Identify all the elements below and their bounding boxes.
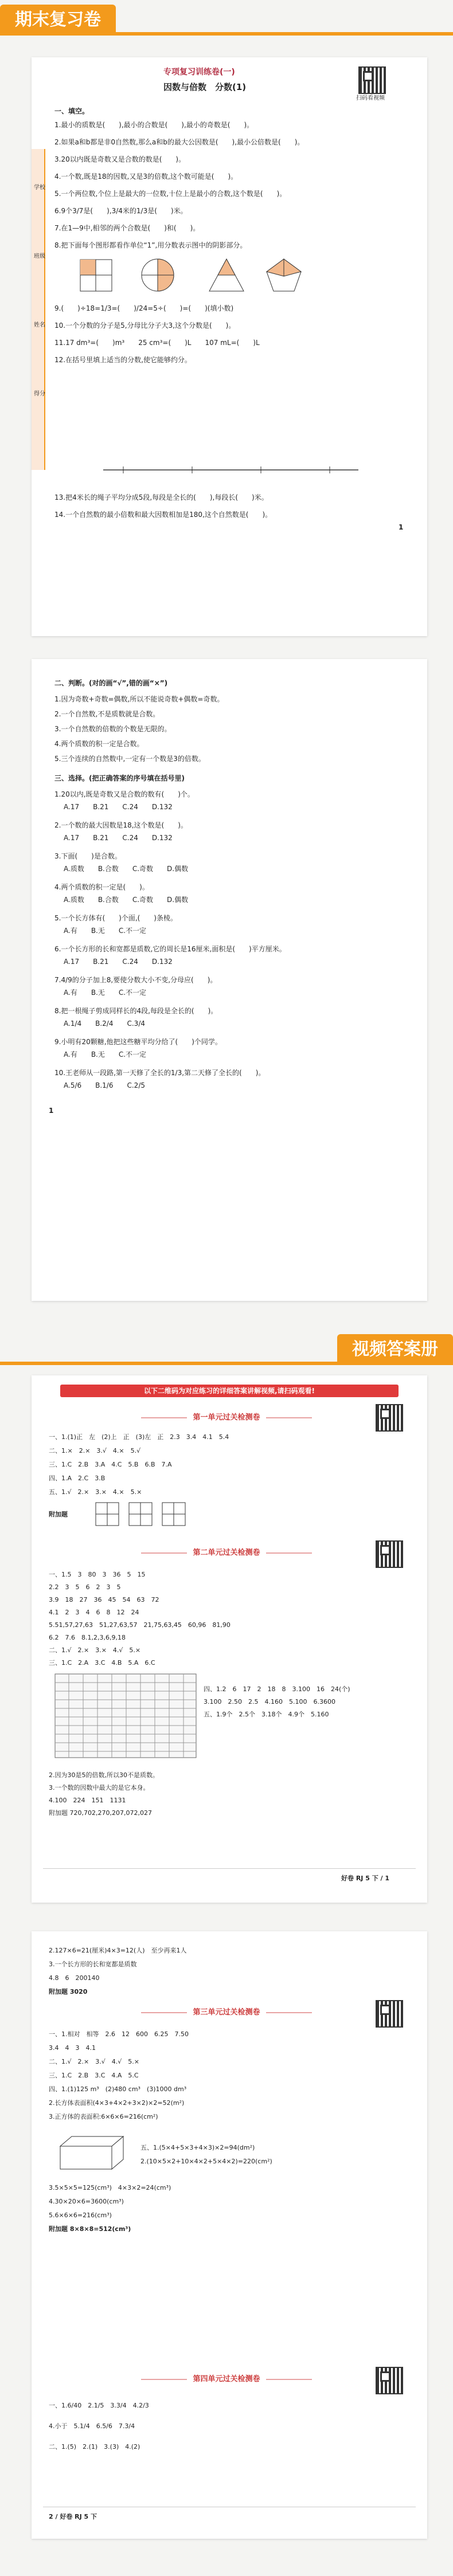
answer-page-2 — [32, 1931, 427, 2539]
choice-3: 3.下面( )是合数。 — [54, 852, 122, 860]
exam-page-1 — [32, 57, 427, 636]
choice-9-opt: A.有 B.无 C.不一定 — [64, 1050, 147, 1058]
choice-4-opt: A.质数 B.合数 C.奇数 D.偶数 — [64, 896, 189, 904]
section-fill: 一、填空。 — [54, 107, 89, 115]
choice-10-opt: A.5/6 B.1/6 C.2/5 — [64, 1081, 145, 1089]
choice-3-opt: A.质数 B.合数 C.奇数 D.偶数 — [64, 865, 189, 873]
u3-line12: 5.6×6×6=216(cm³) — [49, 2212, 112, 2219]
u3-line10: 3.5×5×5=125(cm³) 4×3×2=24(cm³) — [49, 2184, 171, 2191]
q7: 7.在1—9中,相邻的两个合数是( )和( )。 — [54, 224, 200, 232]
side-info-strip — [32, 149, 45, 470]
answer-footer-1: 好卷 RJ 5 下 / 1 — [341, 1875, 390, 1882]
u2-line7: 二、1.√ 2.× 3.× 4.√ 5.× — [49, 1646, 141, 1654]
u2-line5: 5.51,57,27,63 51,27,63,57 21,75,63,45 60,96 81,90 — [49, 1621, 231, 1629]
unit3-qr[interactable] — [376, 2000, 403, 2028]
answer-page-1 — [32, 1375, 427, 1903]
section-judge: 二、判断。(对的画“√”,错的画“×”) — [54, 679, 168, 687]
u3-line1: 一、1.相对 相等 2.6 12 600 6.25 7.50 — [49, 2030, 189, 2038]
fraction-shapes — [77, 257, 376, 297]
u1-line3: 三、1.C 2.B 3.A 4.C 5.B 6.B 7.A — [49, 1461, 172, 1468]
unit4-title: 第四单元过关检测卷 — [89, 2373, 364, 2383]
q2: 2.如果a和b都是非0自然数,那么a和b的最大公因数是( ),最小公倍数是( )。 — [54, 138, 304, 146]
unit2-qr[interactable] — [376, 1540, 403, 1568]
choice-6-opt: A.17 B.21 C.24 D.132 — [64, 958, 173, 966]
unit3-title: 第三单元过关检测卷 — [89, 2006, 364, 2017]
side-class: 班级 — [34, 253, 45, 260]
page2-number: 1 — [49, 1107, 54, 1115]
judge-2: 2.一个自然数,不是质数就是合数。 — [54, 710, 160, 718]
u2-line9: 四、1.2 6 17 2 18 8 3.100 16 24(个) — [204, 1685, 350, 1693]
u3-line4: 三、1.C 2.B 3.C 4.A 5.C — [49, 2072, 139, 2079]
banner-video-answers: 视频答案册 — [337, 1334, 453, 1365]
side-score: 得分 — [34, 391, 45, 397]
judge-3: 3.一个自然数的倍数的个数是无限的。 — [54, 725, 171, 733]
choice-5-opt: A.有 B.无 C.不一定 — [64, 927, 147, 935]
u4-line2: 4.小于 5.1/4 6.5/6 7.3/4 — [49, 2422, 135, 2430]
page1-header: 专项复习训练卷(一) — [163, 68, 235, 77]
top-banner — [0, 0, 453, 41]
choice-8: 8.把一根绳子剪成同样长的4段,每段是全长的( )。 — [54, 1007, 218, 1015]
u2-line15: 附加题 720,702,270,207,072,027 — [49, 1809, 152, 1817]
u2-number-table — [54, 1673, 198, 1759]
choice-7-opt: A.有 B.无 C.不一定 — [64, 989, 147, 997]
page1-number: 1 — [399, 523, 404, 531]
u2-line11: 五、1.9个 2.5个 3.18个 4.9个 5.160 — [204, 1711, 329, 1718]
answer-banner — [0, 1330, 453, 1371]
qr-label: 扫码看视频 — [356, 95, 385, 101]
u3-pre2: 3.一个长方形的长和宽都是质数 — [49, 1961, 137, 1968]
u1-line1: 一、1.(1)正 左 (2)上 正 (3)左 正 2.3 3.4 4.1 5.4 — [49, 1433, 229, 1441]
q14: 14.一个自然数的最小倍数和最大因数相加是180,这个自然数是( )。 — [54, 511, 272, 519]
q3: 3.20以内既是奇数又是合数的数是( )。 — [54, 155, 186, 163]
u2-line1: 一、1.5 3 80 3 36 5 15 — [49, 1571, 146, 1578]
u4-line3: 二、1.(5) 2.(1) 3.(3) 4.(2) — [49, 2443, 140, 2450]
u1-grid-figures — [95, 1501, 209, 1530]
choice-1-opt: A.17 B.21 C.24 D.132 — [64, 803, 173, 811]
u3-line6: 2.长方体表面积(4×3+4×2+3×2)×2=52(m²) — [49, 2099, 185, 2107]
u1-line2: 二、1.× 2.× 3.√ 4.× 5.√ — [49, 1447, 141, 1454]
choice-2-opt: A.17 B.21 C.24 D.132 — [64, 834, 173, 842]
q6: 6.9个3/7是( ),3/4米的1/3是( )米。 — [54, 207, 188, 215]
choice-5: 5.一个长方体有( )个面,( )条棱。 — [54, 914, 177, 922]
q9: 9.( )÷18=1/3=( )/24=5÷( )=( )(填小数) — [54, 304, 234, 312]
unit4-qr[interactable] — [376, 2367, 403, 2394]
u3-line9: 2.(10×5×2+10×4×2+5×4×2)=220(cm²) — [140, 2158, 272, 2165]
choice-4: 4.两个质数的积一定是( )。 — [54, 883, 149, 891]
u2-line8: 三、1.C 2.A 3.C 4.B 5.A 6.C — [49, 1659, 155, 1667]
q4: 4.一个数,既是18的因数,又是3的倍数,这个数可能是( )。 — [54, 172, 238, 181]
choice-2: 2.一个数的最大因数是18,这个数是( )。 — [54, 821, 188, 829]
choice-6: 6.一个长方形的长和宽都是质数,它的周长是16厘米,面积是( )平方厘米。 — [54, 945, 286, 953]
u3-line8: 五、1.(5×4+5×3+4×3)×2=94(dm²) — [140, 2144, 255, 2151]
choice-1: 1.20以内,既是奇数又是合数的数有( )个。 — [54, 790, 194, 798]
number-line — [100, 458, 364, 481]
unit1-qr[interactable] — [376, 1404, 403, 1432]
u2-line3: 3.9 18 27 36 45 54 63 72 — [49, 1596, 159, 1603]
u2-line12: 2.因为30是5的倍数,所以30不是质数。 — [49, 1771, 159, 1779]
u2-line10: 3.100 2.50 2.5 4.160 5.100 6.3600 — [204, 1698, 335, 1705]
q11: 11.17 dm³=( )m³ 25 cm³=( )L 107 mL=( )L — [54, 339, 260, 347]
u4-line1: 一、1.6/40 2.1/5 3.3/4 4.2/3 — [49, 2402, 149, 2409]
u1-line4: 四、1.A 2.C 3.B — [49, 1475, 106, 1482]
u3-line3: 二、1.√ 2.× 3.√ 4.√ 5.× — [49, 2058, 139, 2065]
choice-10: 10.王老师从一段路,第一天修了全长的1/3,第二天修了全长的( )。 — [54, 1069, 265, 1077]
banner-final-review: 期末复习卷 — [0, 5, 116, 36]
u3-line5: 四、1.(1)125 m³ (2)480 cm³ (3)1000 dm³ — [49, 2085, 187, 2093]
u2-line2: 2.2 3 5 6 2 3 5 — [49, 1583, 121, 1591]
u1-line5: 五、1.√ 2.× 3.× 4.× 5.× — [49, 1488, 142, 1496]
answer-notice: 以下二维码为对应练习的详细答案讲解视频,请扫码观看! — [60, 1385, 399, 1397]
u2-line13: 3.一个数的因数中最大的是它本身。 — [49, 1784, 150, 1791]
judge-4: 4.两个质数的积一定是合数。 — [54, 740, 144, 748]
side-name: 姓名 — [34, 322, 45, 328]
q1: 1.最小的质数是( ),最小的合数是( ),最小的奇数是( )。 — [54, 121, 254, 129]
u2-line6: 6.2 7.6 8.1,2,3,6,9,18 — [49, 1634, 126, 1641]
q10: 10.一个分数的分子是5,分母比分子大3,这个分数是( )。 — [54, 321, 236, 330]
choice-7: 7.4/9的分子加上8,要使分数大小不变,分母应( )。 — [54, 976, 217, 984]
q5: 5.一个两位数,个位上是最大的一位数,十位上是最小的合数,这个数是( )。 — [54, 190, 287, 198]
q12: 12.在括号里填上适当的分数,使它能够约分。 — [54, 356, 192, 364]
unit2-title: 第二单元过关检测卷 — [89, 1546, 364, 1557]
u3-line2: 3.4 4 3 4.1 — [49, 2044, 96, 2052]
u3-pre4: 附加题 3020 — [49, 1988, 88, 1995]
u3-pre1: 2.127×6=21(厘米)4×3=12(人) 至少再来1人 — [49, 1947, 187, 1954]
judge-1: 1.因为奇数+奇数=偶数,所以不能说奇数+偶数=奇数。 — [54, 695, 224, 703]
u3-cuboid-figure — [54, 2132, 129, 2172]
u1-extra-label: 附加题 — [49, 1511, 68, 1518]
page1-title: 因数与倍数 分数(1) — [163, 82, 247, 92]
u2-line14: 4.100 224 151 1131 — [49, 1797, 126, 1804]
choice-9: 9.小明有20颗糖,他把这些糖平均分给了( )个同学。 — [54, 1038, 222, 1046]
answer-footer-2: 2 / 好卷 RJ 5 下 — [49, 2513, 97, 2520]
exam-page-2 — [32, 659, 427, 1301]
q8: 8.把下面每个图形都看作单位“1”,用分数表示图中的阴影部分。 — [54, 241, 247, 249]
qr-code[interactable] — [358, 66, 386, 94]
u3-extra: 附加题 8×8×8=512(cm³) — [49, 2225, 131, 2233]
section-choice: 三、选择。(把正确答案的序号填在括号里) — [54, 774, 185, 782]
u3-line11: 4.30×20×6=3600(cm³) — [49, 2198, 124, 2205]
unit1-title: 第一单元过关检测卷 — [89, 1411, 364, 1422]
q13: 13.把4米长的绳子平均分成5段,每段是全长的( ),每段长( )米。 — [54, 493, 268, 501]
u3-line7: 3.正方体的表面积:6×6×6=216(cm²) — [49, 2113, 158, 2120]
u2-line4: 4.1 2 3 4 6 8 12 24 — [49, 1609, 139, 1616]
footer-divider — [43, 1868, 416, 1869]
side-school: 学校 — [34, 185, 45, 191]
choice-8-opt: A.1/4 B.2/4 C.3/4 — [64, 1020, 145, 1028]
u3-pre3: 4.8 6 200140 — [49, 1974, 100, 1982]
judge-5: 5.三个连续的自然数中,一定有一个数是3的倍数。 — [54, 755, 205, 763]
